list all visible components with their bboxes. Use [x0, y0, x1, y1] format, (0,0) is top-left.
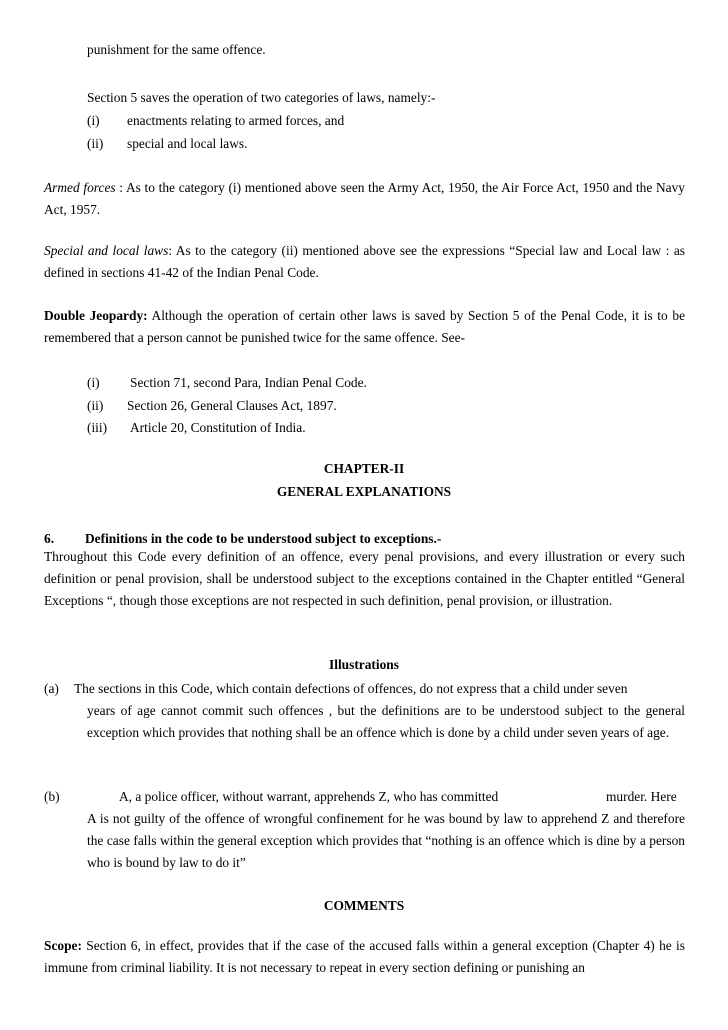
comments-heading: COMMENTS [323, 898, 405, 913]
armed-forces-paragraph [44, 177, 685, 221]
armed-forces-label: Armed forces [44, 180, 116, 195]
scope-paragraph [44, 935, 685, 979]
continued-line: punishment for the same offence. [87, 42, 266, 57]
scope-text: Section 6, in effect, provides that if the case of the accused falls within a general exception (Chapter 4) he is immune from criminal liability. It is not necessary to repeat in every section defining or punishing an [44, 938, 685, 975]
illustration-b-first-line: A, a police officer, without warrant, apprehends Z, who has committed [119, 789, 499, 804]
double-jeopardy-text: Although the operation of certain other laws is saved by Section 5 of the Penal Code, it is to be remembered that a person cannot be punished twice for the same offence. See- [44, 308, 686, 345]
armed-forces-text: : As to the category (i) mentioned above seen the Army Act, 1950, the Air Force Act, 1950 and the Navy Act, 1957. [44, 180, 685, 217]
special-laws-text: : As to the category (ii) mentioned above see the expressions “Special law and Local law : as defined in sections 41-42 of the Indian Penal Code. [44, 243, 685, 280]
list2-text-1: Section 71, second Para, Indian Penal Code. [130, 375, 367, 390]
list1-num-2: (ii) [87, 136, 104, 151]
list1-num-1: (i) [87, 113, 100, 128]
double-jeopardy-paragraph [44, 305, 685, 349]
illustration-a-label: (a) [44, 681, 59, 696]
list2-num-3: (iii) [87, 420, 108, 435]
list2-num-1: (i) [87, 375, 100, 390]
double-jeopardy-label: Double Jeopardy: [44, 308, 148, 323]
list1-text-1: enactments relating to armed forces, and [127, 113, 345, 128]
section6-number: 6. [44, 531, 55, 546]
illustration-b-body: A is not guilty of the offence of wrongful confinement for he was bound by law to apprehend Z and therefore the case falls within the general exception which provides that “nothing is an offence which is dine by a person who is bound by law to do it” [87, 811, 685, 870]
list2-num-2: (ii) [87, 398, 104, 413]
illustration-b-label: (b) [44, 789, 60, 804]
scope-label: Scope: [44, 938, 82, 953]
section6-heading: Definitions in the code to be understood subject to exceptions.- [85, 531, 442, 546]
illustrations-heading: Illustrations [329, 657, 399, 672]
list1-text-2: special and local laws. [127, 136, 248, 151]
chapter-title: GENERAL EXPLANATIONS [276, 484, 452, 499]
special-laws-paragraph [44, 240, 685, 284]
list2-text-2: Section 26, General Clauses Act, 1897. [127, 398, 337, 413]
illustration-a-body: years of age cannot commit such offences , but the definitions are to be understood subject to the general exception which provides that nothing shall be an offence which is done by a child under seven years of age. [87, 703, 685, 740]
chapter-number: CHAPTER-II [323, 461, 405, 476]
special-laws-label: Special and local laws [44, 243, 169, 258]
section6-body: Throughout this Code every definition of an offence, every penal provisions, and every illustration or every such definition or penal provision, shall be understood subject to the exceptions contained in the Chapter entitled “General Exceptions “, though those exceptions are not respected in such definition, penal provision, or illustration. [44, 549, 685, 608]
section5-intro: Section 5 saves the operation of two categories of laws, namely:- [87, 90, 436, 105]
list2-text-3: Article 20, Constitution of India. [130, 420, 306, 435]
illustration-b-first-line-end: murder. Here [606, 789, 677, 804]
illustration-a-first-line: The sections in this Code, which contain defections of offences, do not express that a child under seven [74, 681, 628, 696]
